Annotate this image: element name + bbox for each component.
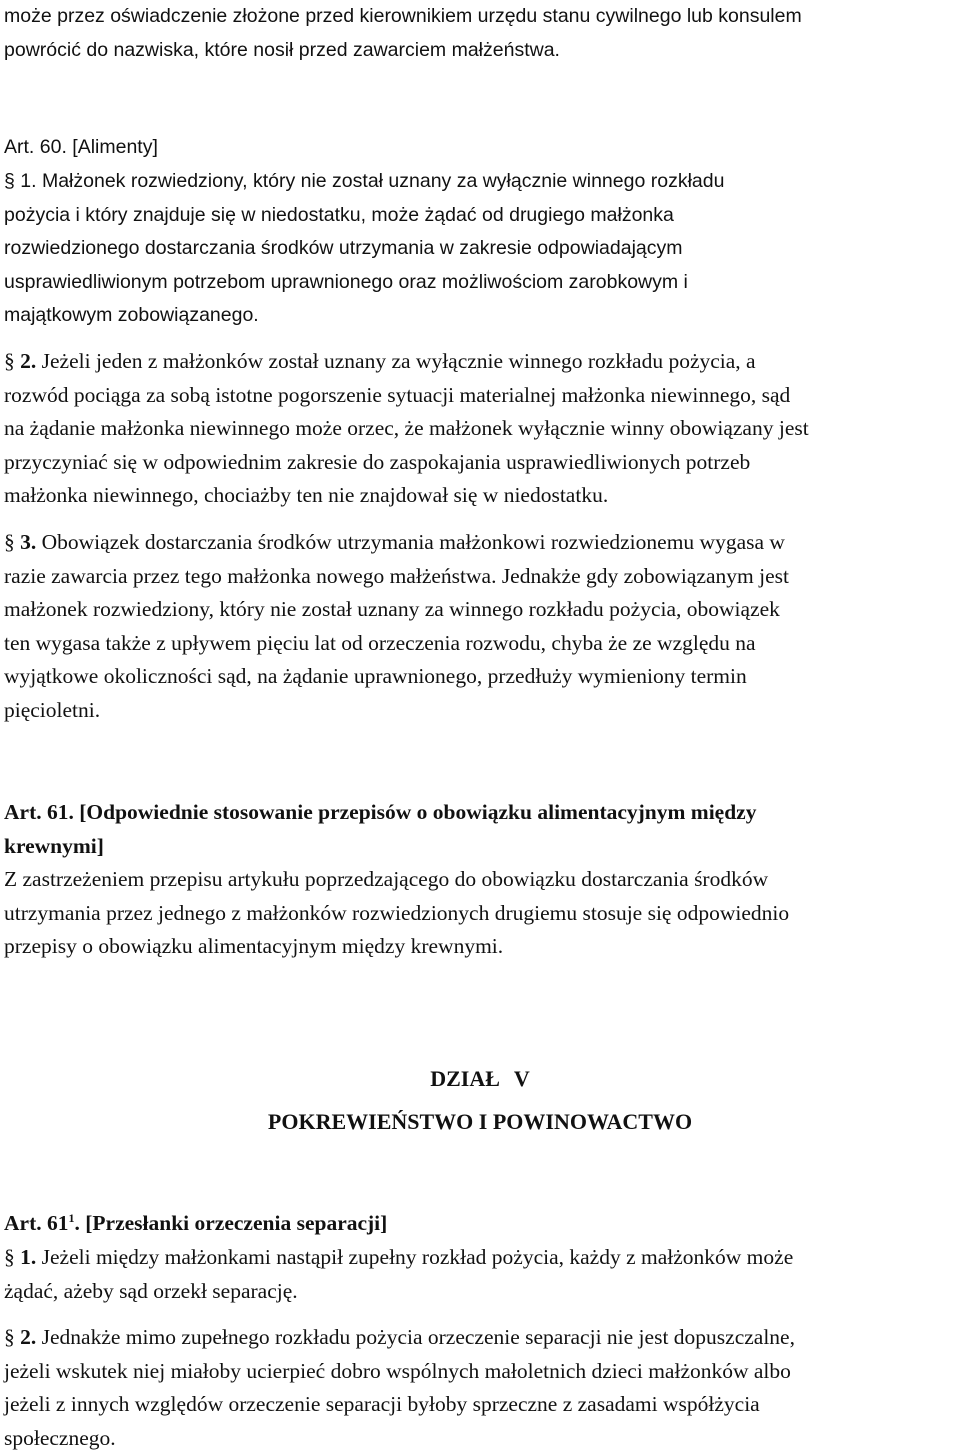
section-sign: §	[4, 1325, 15, 1349]
art60-par1	[4, 165, 956, 333]
paragraph-line: razie zawarcia przez tego małżonka nowego małżeństwa. Jednakże gdy zobowiązanym jest	[4, 560, 956, 594]
art61-1-par1	[4, 1241, 956, 1308]
division-title: POKREWIEŃSTWO I POWINOWACTWO	[4, 1105, 956, 1139]
paragraph-line: na żądanie małżonka niewinnego może orzec, że małżonek wyłącznie winny obowiązany jest	[4, 412, 956, 446]
paragraph-number: 1.	[20, 170, 36, 192]
paragraph-line: Z zastrzeżeniem przepisu artykułu poprzedzającego do obowiązku dostarczania środków	[4, 863, 956, 897]
intro-line: może przez oświadczenie złożone przed kierownikiem urzędu stanu cywilnego lub konsulem	[4, 0, 956, 34]
paragraph-line: usprawiedliwionym potrzebom uprawnionego oraz możliwościom zarobkowym i	[4, 266, 956, 300]
paragraph-line: § 1. Małżonek rozwiedziony, który nie został uznany za wyłącznie winnego rozkładu	[4, 165, 956, 199]
art60-par3	[4, 526, 956, 727]
art61-body	[4, 863, 956, 964]
art60-par2	[4, 345, 956, 513]
paragraph-number: 1.	[20, 1245, 36, 1269]
paragraph-line: § 3. Obowiązek dostarczania środków utrzymania małżonkowi rozwiedzionemu wygasa w	[4, 526, 956, 560]
paragraph-line: majątkowym zobowiązanego.	[4, 299, 956, 333]
paragraph-line: wyjątkowe okoliczności sąd, na żądanie uprawnionego, przedłuży wymieniony termin	[4, 660, 956, 694]
paragraph-line: pożycia i który znajduje się w niedostatku, może żądać od drugiego małżonka	[4, 199, 956, 233]
paragraph-line: § 2. Jeżeli jeden z małżonków został uznany za wyłącznie winnego rozkładu pożycia, a	[4, 345, 956, 379]
art61-heading	[4, 796, 956, 863]
paragraph-line: jeżeli z innych względów orzeczenie separacji byłoby sprzeczne z zasadami współżycia	[4, 1388, 956, 1422]
section-sign: §	[4, 349, 15, 373]
paragraph-line: żądać, ażeby sąd orzekł separację.	[4, 1275, 956, 1309]
intro-paragraph	[4, 0, 956, 67]
paragraph-line: małżonka niewinnego, chociażby ten nie znajdował się w niedostatku.	[4, 479, 956, 513]
intro-line: powrócić do nazwiska, które nosił przed zawarciem małżeństwa.	[4, 34, 956, 68]
paragraph-line: przepisy o obowiązku alimentacyjnym między krewnymi.	[4, 930, 956, 964]
paragraph-number: 2.	[20, 349, 36, 373]
art61-heading-line: Art. 61. [Odpowiednie stosowanie przepisów o obowiązku alimentacyjnym między	[4, 796, 956, 830]
section-sign: §	[4, 530, 15, 554]
paragraph-line: utrzymania przez jednego z małżonków rozwiedzionych drugiemu stosuje się odpowiednio	[4, 897, 956, 931]
section-sign: §	[4, 170, 15, 192]
paragraph-line: małżonek rozwiedziony, który nie został uznany za winnego rozkładu pożycia, obowiązek	[4, 593, 956, 627]
paragraph-line: § 1. Jeżeli między małżonkami nastąpił zupełny rozkład pożycia, każdy z małżonków może	[4, 1241, 956, 1275]
art61-1-heading-text: Art. $61^1$. [Przesłanki orzeczenia separacji]	[4, 1207, 956, 1241]
art60-heading	[4, 131, 956, 165]
paragraph-number: 2.	[20, 1325, 36, 1349]
art60-heading-text: Art. 60. [Alimenty]	[4, 131, 956, 165]
paragraph-line: rozwód pociąga za sobą istotne pogorszenie sytuacji materialnej małżonka niewinnego, sąd	[4, 379, 956, 413]
section-sign: §	[4, 1245, 15, 1269]
paragraph-line: jeżeli wskutek niej miałoby ucierpieć dobro wspólnych małoletnich dzieci małżonków albo	[4, 1355, 956, 1389]
division-number: V	[514, 1066, 530, 1091]
paragraph-line: ten wygasa także z upływem pięciu lat od orzeczenia rozwodu, chyba że ze względu na	[4, 627, 956, 661]
division-label: DZIAŁ V	[4, 1062, 956, 1096]
art61-1-heading	[4, 1207, 956, 1241]
paragraph-line: pięcioletni.	[4, 694, 956, 728]
art61-1-par2	[4, 1321, 956, 1455]
paragraph-number: 3.	[20, 530, 36, 554]
paragraph-line: społecznego.	[4, 1422, 956, 1455]
paragraph-line: § 2. Jednakże mimo zupełnego rozkładu pożycia orzeczenie separacji nie jest dopuszczalne,	[4, 1321, 956, 1355]
paragraph-line: przyczyniać się w odpowiednim zakresie do zaspokajania usprawiedliwionych potrzeb	[4, 446, 956, 480]
paragraph-line: rozwiedzionego dostarczania środków utrzymania w zakresie odpowiadającym	[4, 232, 956, 266]
art61-heading-line: krewnymi]	[4, 830, 956, 864]
